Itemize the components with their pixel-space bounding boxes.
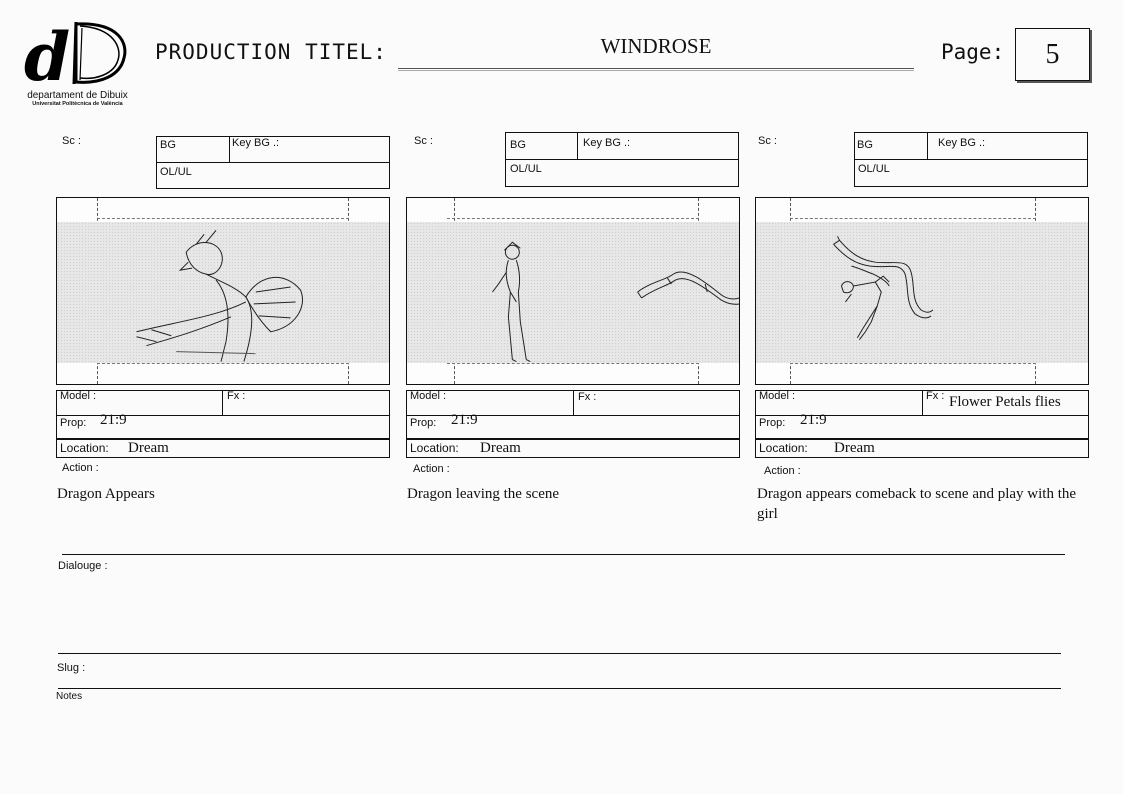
slug-divider bbox=[58, 653, 1061, 654]
fx-label: Fx : bbox=[578, 391, 597, 403]
storyboard-frame bbox=[56, 197, 390, 385]
prop-label: Prop: bbox=[60, 417, 87, 429]
ol-ul-label: OL/UL bbox=[510, 163, 542, 175]
action-label: Action : bbox=[764, 465, 801, 477]
bg-label: BG bbox=[857, 139, 873, 151]
sketch-dragon-plays-with-girl bbox=[756, 222, 1088, 363]
slug-label: Slug : bbox=[57, 662, 86, 674]
prop-value: 21:9 bbox=[451, 412, 478, 428]
action-text: Dragon Appears bbox=[57, 486, 155, 502]
storyboard-frame bbox=[406, 197, 740, 385]
location-value: Dream bbox=[480, 440, 521, 456]
prop-value: 21:9 bbox=[100, 412, 127, 428]
bg-label: BG bbox=[160, 139, 176, 151]
location-label: Location: bbox=[410, 441, 459, 455]
action-text: Dragon leaving the scene bbox=[407, 486, 560, 502]
production-title-value: WINDROSE bbox=[600, 34, 712, 58]
prop-label: Prop: bbox=[410, 417, 437, 429]
action-label: Action : bbox=[413, 463, 450, 475]
location-value: Dream bbox=[834, 440, 875, 456]
svg-text:d: d bbox=[24, 18, 71, 92]
location-label: Location: bbox=[759, 441, 808, 455]
production-title-label: PRODUCTION TITEL: bbox=[155, 40, 387, 64]
model-label: Model : bbox=[60, 390, 97, 402]
page-label: Page: bbox=[941, 40, 1005, 64]
bg-label: BG bbox=[510, 139, 526, 151]
action-label: Action : bbox=[62, 462, 99, 474]
dialogue-label: Dialouge : bbox=[58, 560, 108, 572]
notes-label: Notes bbox=[56, 691, 83, 702]
prop-value: 21:9 bbox=[800, 412, 827, 428]
fx-value: Flower Petals flies bbox=[949, 394, 1061, 410]
fx-label: Fx : bbox=[227, 390, 246, 402]
ol-ul-label: OL/UL bbox=[858, 163, 890, 175]
fx-label: Fx : bbox=[926, 390, 945, 402]
sc-label: Sc : bbox=[62, 135, 81, 147]
sketch-dragon-leaving bbox=[407, 222, 739, 363]
sketch-dragon-appears bbox=[57, 222, 389, 363]
prop-label: Prop: bbox=[759, 417, 786, 429]
sc-label: Sc : bbox=[414, 135, 433, 147]
page-number: 5 bbox=[1015, 28, 1090, 81]
location-label: Location: bbox=[60, 441, 109, 455]
dialogue-divider bbox=[62, 554, 1065, 555]
key-bg-label: Key BG .: bbox=[938, 137, 986, 149]
model-label: Model : bbox=[759, 390, 796, 402]
logo-subtext: Universitat Politècnica de València bbox=[32, 101, 123, 107]
sc-label: Sc : bbox=[758, 135, 777, 147]
logo-text: departament de Dibuix bbox=[27, 90, 128, 101]
key-bg-label: Key BG .: bbox=[583, 137, 631, 149]
location-value: Dream bbox=[128, 440, 169, 456]
ol-ul-label: OL/UL bbox=[160, 166, 192, 178]
key-bg-label: Key BG .: bbox=[232, 137, 280, 149]
model-label: Model : bbox=[410, 390, 447, 402]
notes-divider bbox=[58, 688, 1061, 689]
production-title-underline bbox=[398, 68, 914, 69]
storyboard-frame bbox=[755, 197, 1089, 385]
action-text: Dragon appears comeback to scene and play with the girl bbox=[757, 486, 1077, 522]
